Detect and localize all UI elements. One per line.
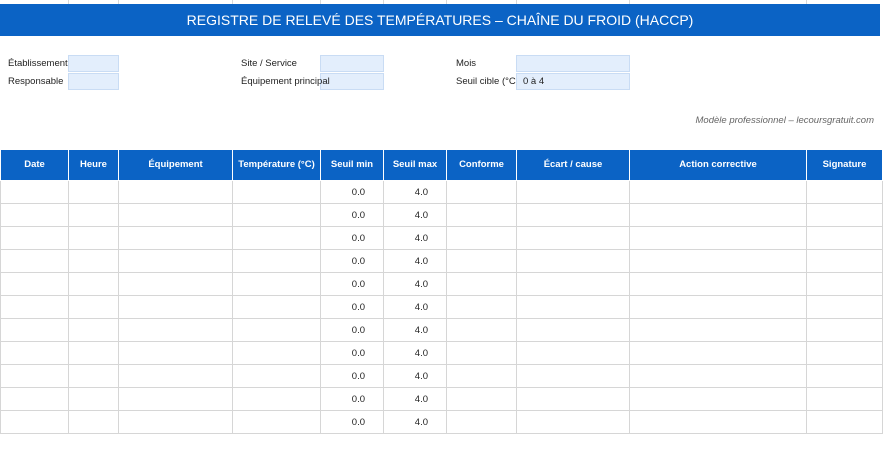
cell-seuil-max[interactable]: 4.0 [384,365,447,388]
mois-field[interactable] [516,55,630,72]
cell-seuil-min[interactable]: 0.0 [321,181,384,204]
cell-date[interactable] [1,204,69,227]
col-header-signature: Signature [807,150,883,181]
cell-ecart[interactable] [517,388,630,411]
cell-conforme[interactable] [447,181,517,204]
responsable-label: Responsable [8,76,64,87]
cell-equipement[interactable] [119,273,233,296]
col-header-seuil-min: Seuil min [321,150,384,181]
col-header-heure: Heure [69,150,119,181]
cell-heure[interactable] [69,319,119,342]
cell-heure[interactable] [69,388,119,411]
cell-seuil-min[interactable]: 0.0 [321,388,384,411]
col-header-temperature: Température (°C) [233,150,321,181]
table-row [1,296,883,319]
cell-date[interactable] [1,365,69,388]
sheet-title: REGISTRE DE RELEVÉ DES TEMPÉRATURES – CHAÎNE DU FROID (HACCP) [0,4,880,36]
table-row [1,342,883,365]
site-label: Site / Service [241,58,297,69]
cell-seuil-min[interactable]: 0.0 [321,273,384,296]
cell-seuil-min[interactable]: 0.0 [321,319,384,342]
cell-signature[interactable] [807,227,883,250]
cell-date[interactable] [1,250,69,273]
cell-seuil-max[interactable]: 4.0 [384,250,447,273]
site-field[interactable] [320,55,384,72]
cell-action[interactable] [630,296,807,319]
cell-signature[interactable] [807,342,883,365]
cell-temperature[interactable] [233,388,321,411]
cell-heure[interactable] [69,342,119,365]
table-header-row [1,150,883,181]
cell-seuil-max[interactable]: 4.0 [384,181,447,204]
cell-conforme[interactable] [447,388,517,411]
cell-action[interactable] [630,319,807,342]
cell-seuil-min[interactable]: 0.0 [321,365,384,388]
cell-seuil-min[interactable]: 0.0 [321,204,384,227]
cell-equipement[interactable] [119,388,233,411]
cell-equipement[interactable] [119,342,233,365]
cell-ecart[interactable] [517,250,630,273]
cell-equipement[interactable] [119,319,233,342]
cell-signature[interactable] [807,181,883,204]
seuil-field[interactable]: 0 à 4 [516,73,630,90]
cell-ecart[interactable] [517,204,630,227]
etablissement-field[interactable] [68,55,119,72]
table-row [1,204,883,227]
cell-conforme[interactable] [447,273,517,296]
cell-conforme[interactable] [447,319,517,342]
cell-conforme[interactable] [447,365,517,388]
cell-seuil-max[interactable]: 4.0 [384,273,447,296]
responsable-field[interactable] [68,73,119,90]
cell-ecart[interactable] [517,296,630,319]
cell-ecart[interactable] [517,273,630,296]
cell-signature[interactable] [807,319,883,342]
cell-equipement[interactable] [119,181,233,204]
cell-temperature[interactable] [233,365,321,388]
cell-conforme[interactable] [447,204,517,227]
cell-temperature[interactable] [233,204,321,227]
etablissement-label: Établissement [8,58,68,69]
cell-heure[interactable] [69,273,119,296]
cell-signature[interactable] [807,365,883,388]
cell-temperature[interactable] [233,296,321,319]
cell-signature[interactable] [807,204,883,227]
table-row [1,227,883,250]
cell-ecart[interactable] [517,181,630,204]
cell-heure[interactable] [69,204,119,227]
cell-action[interactable] [630,181,807,204]
table-row [1,181,883,204]
cell-ecart[interactable] [517,319,630,342]
cell-temperature[interactable] [233,250,321,273]
cell-conforme[interactable] [447,296,517,319]
cell-heure[interactable] [69,250,119,273]
cell-date[interactable] [1,388,69,411]
col-header-action: Action corrective [630,150,807,181]
cell-seuil-min[interactable]: 0.0 [321,227,384,250]
cell-signature[interactable] [807,273,883,296]
cell-action[interactable] [630,227,807,250]
table-row [1,411,883,434]
cell-action[interactable] [630,250,807,273]
col-header-conforme: Conforme [447,150,517,181]
cell-date[interactable] [1,227,69,250]
col-header-equipement: Équipement [119,150,233,181]
cell-signature[interactable] [807,250,883,273]
cell-temperature[interactable] [233,411,321,434]
cell-conforme[interactable] [447,250,517,273]
cell-temperature[interactable] [233,273,321,296]
equipement-label: Équipement principal [241,76,330,87]
cell-conforme[interactable] [447,342,517,365]
cell-action[interactable] [630,411,807,434]
cell-seuil-max[interactable]: 4.0 [384,296,447,319]
cell-action[interactable] [630,342,807,365]
cell-equipement[interactable] [119,250,233,273]
temperature-log-table [0,150,883,434]
cell-seuil-min[interactable]: 0.0 [321,250,384,273]
cell-equipement[interactable] [119,204,233,227]
cell-equipement[interactable] [119,365,233,388]
credit-note: Modèle professionnel – lecoursgratuit.com [695,115,874,126]
cell-seuil-min[interactable]: 0.0 [321,411,384,434]
cell-ecart[interactable] [517,342,630,365]
mois-label: Mois [456,58,477,69]
cell-action[interactable] [630,365,807,388]
cell-date[interactable] [1,273,69,296]
cell-equipement[interactable] [119,296,233,319]
cell-date[interactable] [1,342,69,365]
cell-heure[interactable] [69,365,119,388]
cell-action[interactable] [630,388,807,411]
table-row [1,273,883,296]
col-header-date: Date [1,150,69,181]
cell-conforme[interactable] [447,411,517,434]
cell-heure[interactable] [69,227,119,250]
cell-seuil-min[interactable]: 0.0 [321,296,384,319]
table-row [1,319,883,342]
cell-temperature[interactable] [233,181,321,204]
cell-ecart[interactable] [517,411,630,434]
cell-action[interactable] [630,204,807,227]
cell-seuil-max[interactable]: 4.0 [384,319,447,342]
table-row [1,388,883,411]
cell-equipement[interactable] [119,411,233,434]
cell-seuil-max[interactable]: 4.0 [384,342,447,365]
cell-heure[interactable] [69,296,119,319]
cell-date[interactable] [1,319,69,342]
cell-date[interactable] [1,411,69,434]
table-row [1,365,883,388]
cell-equipement[interactable] [119,227,233,250]
cell-heure[interactable] [69,411,119,434]
cell-seuil-max[interactable]: 4.0 [384,388,447,411]
col-header-ecart: Écart / cause [517,150,630,181]
table-row [1,250,883,273]
cell-seuil-min[interactable]: 0.0 [321,342,384,365]
cell-date[interactable] [1,296,69,319]
cell-temperature[interactable] [233,227,321,250]
cell-seuil-max[interactable]: 4.0 [384,227,447,250]
col-header-seuil-max: Seuil max [384,150,447,181]
cell-conforme[interactable] [447,227,517,250]
cell-ecart[interactable] [517,365,630,388]
cell-date[interactable] [1,181,69,204]
cell-heure[interactable] [69,181,119,204]
cell-temperature[interactable] [233,319,321,342]
cell-temperature[interactable] [233,342,321,365]
cell-seuil-max[interactable]: 4.0 [384,411,447,434]
cell-seuil-max[interactable]: 4.0 [384,204,447,227]
cell-signature[interactable] [807,296,883,319]
cell-signature[interactable] [807,411,883,434]
seuil-label: Seuil cible (°C [456,76,516,87]
cell-ecart[interactable] [517,227,630,250]
cell-signature[interactable] [807,388,883,411]
cell-action[interactable] [630,273,807,296]
